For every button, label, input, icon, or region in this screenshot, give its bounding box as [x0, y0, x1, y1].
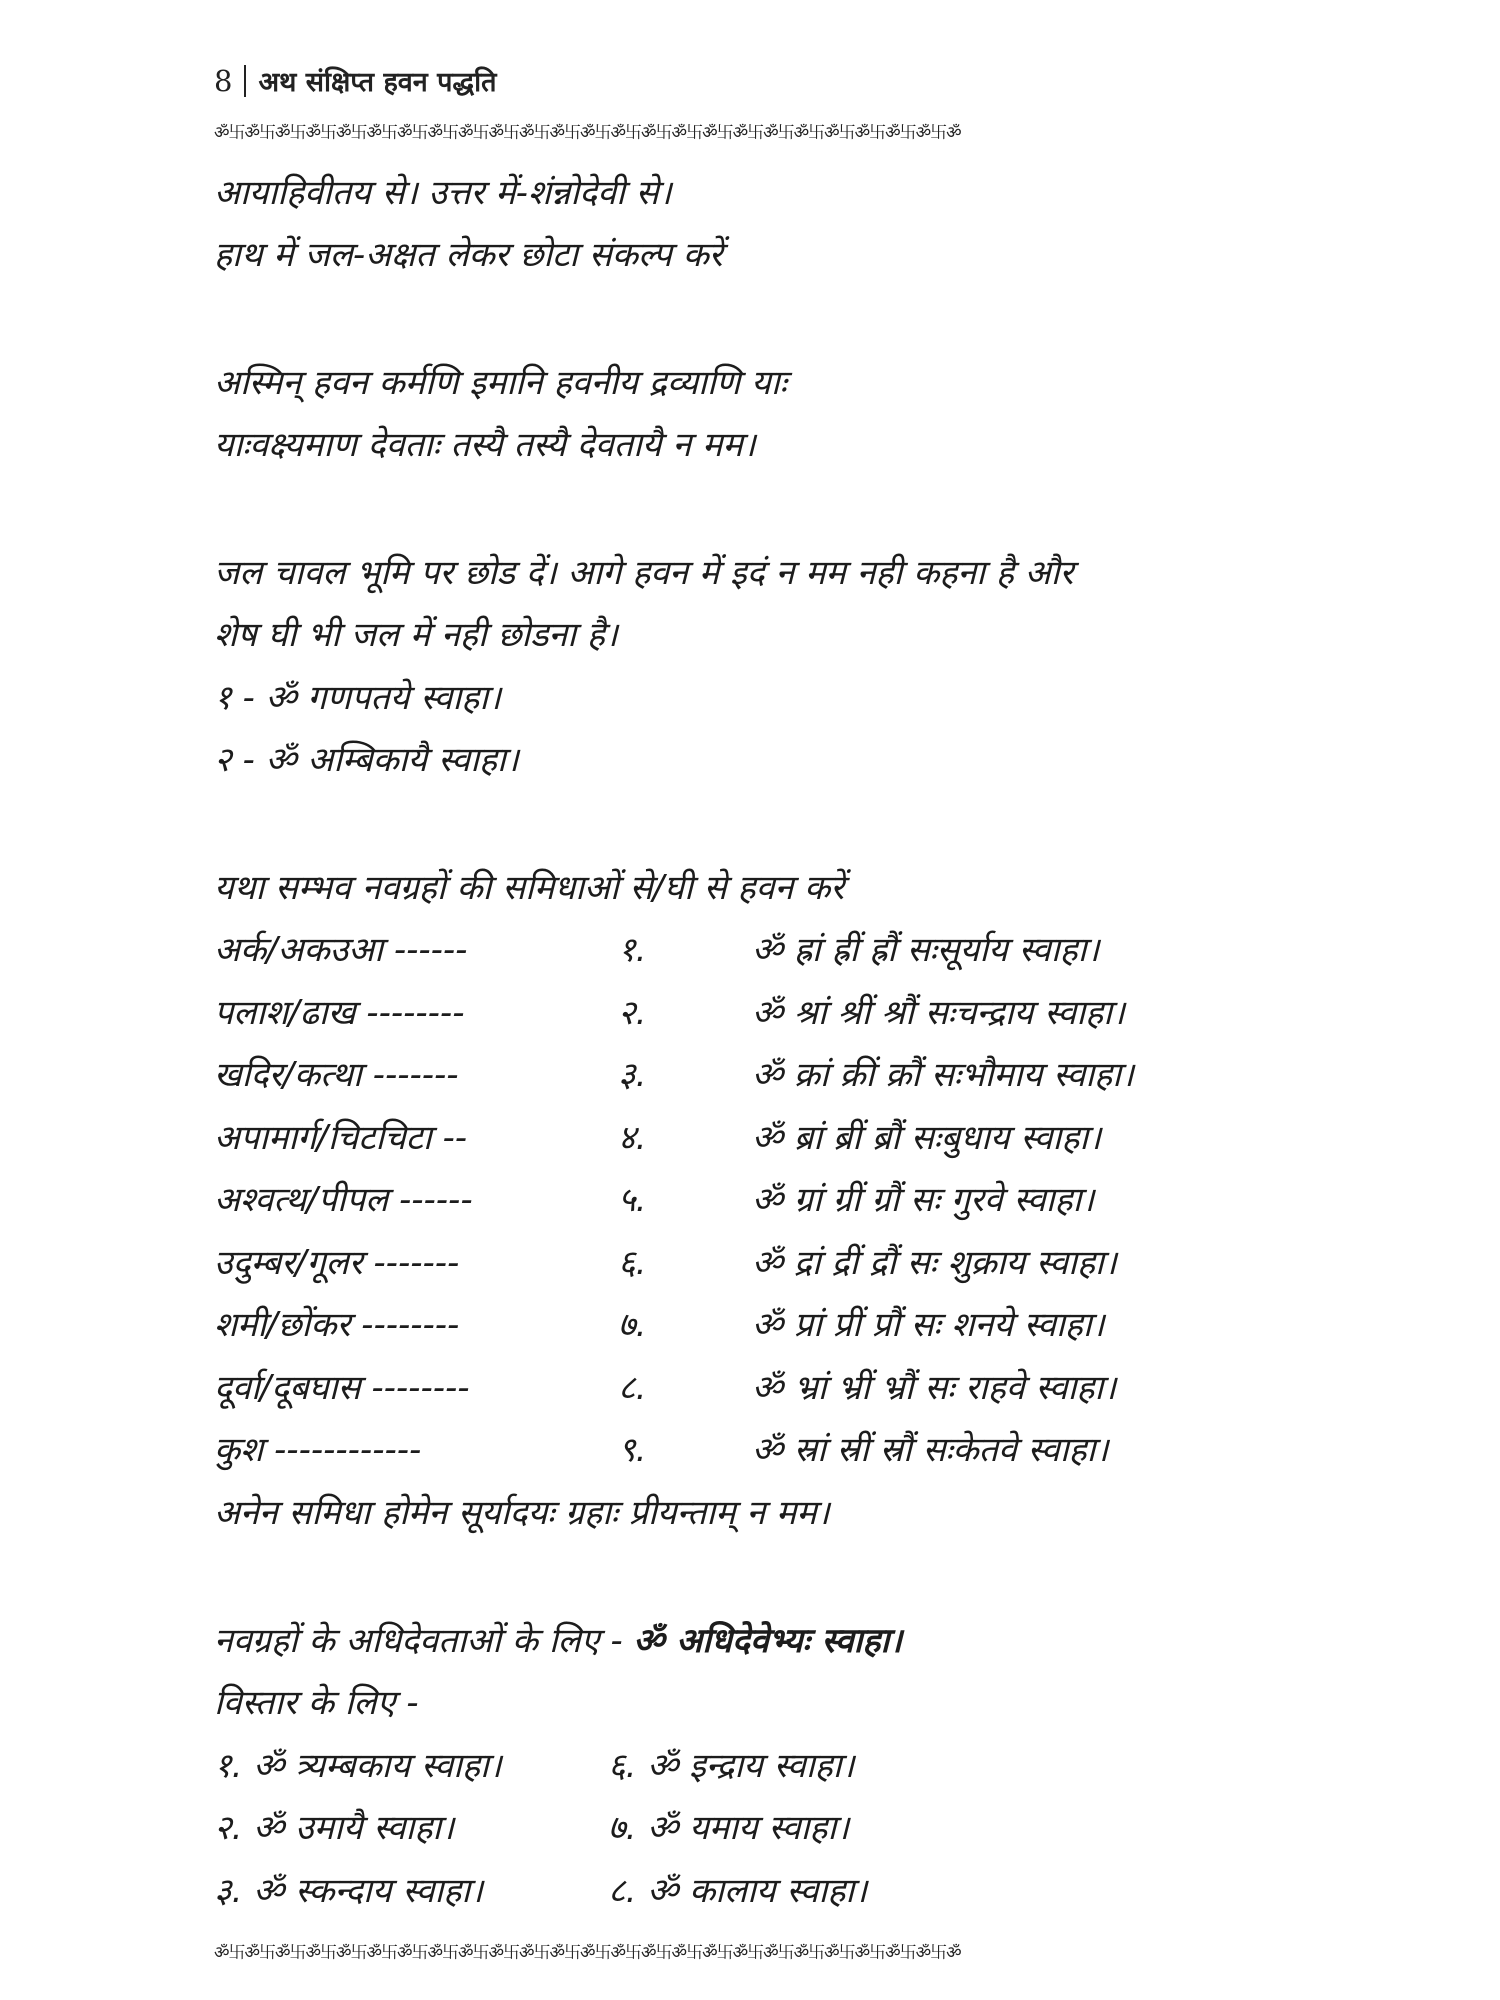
samidha-name: खदिर/कत्था -------: [214, 1055, 459, 1095]
vistar-item: ७. ॐ यमाय स्वाहा।: [608, 1808, 850, 1848]
row-number: ४.: [618, 1118, 647, 1158]
graha-mantra: ॐ ब्रां ब्रीं ब्रौं सःबुधाय स्वाहा।: [752, 1118, 1102, 1158]
row-number: ३.: [618, 1055, 647, 1095]
samidha-name: पलाश/ढाख --------: [214, 993, 465, 1033]
samidha-name: उदुम्बर/गूलर -------: [214, 1243, 460, 1283]
page-title: अथ संक्षिप्त हवन पद्धति: [258, 67, 497, 98]
ambika-mantra: २ - ॐ अम्बिकायै स्वाहा।: [214, 740, 519, 780]
sankalp-line-1: अस्मिन् हवन कर्मणि इमानि हवनीय द्रव्याणि याः: [214, 363, 787, 403]
page-header: [214, 62, 496, 99]
graha-mantra: ॐ द्रां द्रीं द्रौं सः शुक्राय स्वाहा।: [752, 1243, 1117, 1283]
samidha-name: अपामार्ग/चिटचिटा --: [214, 1118, 468, 1158]
bottom-ornamental-border: ॐ卐ॐ卐ॐ卐ॐ卐ॐ卐ॐ卐ॐ卐ॐ卐ॐ卐ॐ卐ॐ卐ॐ卐ॐ卐ॐ卐ॐ卐ॐ卐ॐ卐ॐ卐ॐ卐ॐ卐ॐ卐ॐ卐ॐ卐ॐ卐ॐ: [214, 1943, 961, 1963]
adhidevata-line: [214, 1616, 902, 1662]
row-number: ५.: [618, 1180, 647, 1220]
graha-mantra: ॐ क्रां क्रीं क्रौं सःभौमाय स्वाहा।: [752, 1055, 1134, 1095]
adhidevata-mantra: ॐ अधिदेवेभ्यः स्वाहा।: [633, 1621, 903, 1661]
intro-line-1: आयाहिवीतय से। उत्तर में-शंन्नोदेवी से।: [214, 173, 672, 213]
row-number: ७.: [618, 1305, 647, 1345]
graha-mantra: ॐ ह्रां ह्रीं ह्रौं सःसूर्याय स्वाहा।: [752, 930, 1100, 970]
vistar-item: ८. ॐ कालाय स्वाहा।: [608, 1871, 868, 1911]
row-number: ६.: [618, 1243, 647, 1283]
page-number: 8: [214, 63, 233, 98]
instruction-line-2: शेष घी भी जल में नही छोडना है।: [214, 615, 618, 655]
navagraha-closing: अनेन समिधा होमेन सूर्यादयः ग्रहाः प्रीयन्ताम् न मम।: [214, 1493, 830, 1533]
vistar-item: १. ॐ त्र्यम्बकाय स्वाहा।: [214, 1746, 502, 1786]
graha-mantra: ॐ श्रां श्रीं श्रौं सःचन्द्राय स्वाहा।: [752, 993, 1125, 1033]
sankalp-line-2: याःवक्ष्यमाण देवताः तस्यै तस्यै देवतायै न मम।: [214, 425, 756, 465]
vistar-item: २. ॐ उमायै स्वाहा।: [214, 1808, 455, 1848]
row-number: ९.: [618, 1430, 647, 1470]
samidha-name: शमी/छोंकर --------: [214, 1305, 460, 1345]
vistar-heading: विस्तार के लिए -: [214, 1683, 419, 1723]
ganapati-mantra: १ - ॐ गणपतये स्वाहा।: [214, 678, 502, 718]
adhidevata-lead: नवग्रहों के अधिदेवताओं के लिए -: [214, 1621, 634, 1661]
vistar-item: ६. ॐ इन्द्राय स्वाहा।: [608, 1746, 855, 1786]
graha-mantra: ॐ प्रां प्रीं प्रौं सः शनये स्वाहा।: [752, 1305, 1105, 1345]
navagraha-heading: यथा सम्भव नवग्रहों की समिधाओं से/घी से हवन करें: [214, 868, 845, 908]
row-number: २.: [618, 993, 647, 1033]
graha-mantra: ॐ स्रां स्रीं स्रौं सःकेतवे स्वाहा।: [752, 1430, 1109, 1470]
row-number: ८.: [618, 1368, 647, 1408]
top-ornamental-border: ॐ卐ॐ卐ॐ卐ॐ卐ॐ卐ॐ卐ॐ卐ॐ卐ॐ卐ॐ卐ॐ卐ॐ卐ॐ卐ॐ卐ॐ卐ॐ卐ॐ卐ॐ卐ॐ卐ॐ卐ॐ卐ॐ卐ॐ卐ॐ卐ॐ: [214, 123, 961, 143]
row-number: १.: [618, 930, 647, 970]
samidha-name: दूर्वा/दूबघास --------: [214, 1368, 470, 1408]
header-divider: [244, 65, 246, 97]
graha-mantra: ॐ ग्रां ग्रीं ग्रौं सः गुरवे स्वाहा।: [752, 1180, 1095, 1220]
vistar-item: ३. ॐ स्कन्दाय स्वाहा।: [214, 1871, 484, 1911]
samidha-name: अश्वत्थ/पीपल ------: [214, 1180, 473, 1220]
samidha-name: अर्क/अकउआ ------: [214, 930, 468, 970]
graha-mantra: ॐ भ्रां भ्रीं भ्रौं सः राहवे स्वाहा।: [752, 1368, 1117, 1408]
intro-line-2: हाथ में जल-अक्षत लेकर छोटा संकल्प करें: [214, 235, 723, 275]
samidha-name: कुश ------------: [214, 1430, 422, 1470]
instruction-line-1: जल चावल भूमि पर छोड दें। आगे हवन में इदं न मम नही कहना है और: [214, 553, 1074, 593]
